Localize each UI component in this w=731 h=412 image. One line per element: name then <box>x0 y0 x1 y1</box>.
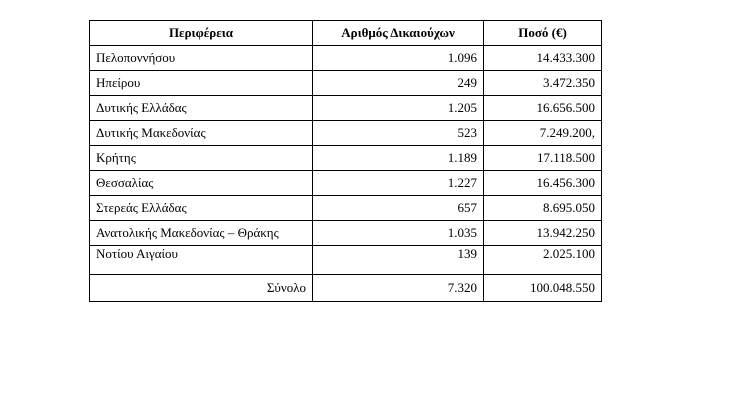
cell-beneficiaries: 1.227 <box>313 171 484 196</box>
table-row <box>90 96 602 121</box>
table-row <box>90 71 602 96</box>
cell-amount: 17.118.500 <box>484 146 602 171</box>
table-row <box>90 196 602 221</box>
total-row <box>90 275 602 302</box>
table-row <box>90 46 602 71</box>
header-beneficiaries: Αριθμός Δικαιούχων <box>313 21 484 46</box>
cell-beneficiaries: 1.035 <box>313 221 484 246</box>
cell-amount: 16.656.500 <box>484 96 602 121</box>
cell-amount: 2.025.100 <box>484 246 602 275</box>
table-row <box>90 171 602 196</box>
cell-region: Κρήτης <box>90 146 313 171</box>
cell-amount: 14.433.300 <box>484 46 602 71</box>
header-amount: Ποσό (€) <box>484 21 602 46</box>
cell-region: Θεσσαλίας <box>90 171 313 196</box>
cell-beneficiaries: 523 <box>313 121 484 146</box>
total-amount: 100.048.550 <box>484 275 602 302</box>
cell-amount: 7.249.200, <box>484 121 602 146</box>
cell-region: Δυτικής Μακεδονίας <box>90 121 313 146</box>
table-header-row <box>90 21 602 46</box>
cell-region: Πελοποννήσου <box>90 46 313 71</box>
total-label: Σύνολο <box>90 275 313 302</box>
cell-region: Στερεάς Ελλάδας <box>90 196 313 221</box>
cell-amount: 3.472.350 <box>484 71 602 96</box>
header-region: Περιφέρεια <box>90 21 313 46</box>
cell-region: Ανατολικής Μακεδονίας – Θράκης <box>90 221 313 246</box>
cell-beneficiaries: 657 <box>313 196 484 221</box>
cell-beneficiaries: 1.205 <box>313 96 484 121</box>
table-row <box>90 146 602 171</box>
beneficiaries-table <box>89 20 602 302</box>
cell-amount: 8.695.050 <box>484 196 602 221</box>
table-row <box>90 246 602 275</box>
cell-region: Ηπείρου <box>90 71 313 96</box>
cell-beneficiaries: 139 <box>313 246 484 275</box>
table-row <box>90 121 602 146</box>
cell-beneficiaries: 249 <box>313 71 484 96</box>
cell-beneficiaries: 1.189 <box>313 146 484 171</box>
cell-region: Δυτικής Ελλάδας <box>90 96 313 121</box>
table-row <box>90 221 602 246</box>
total-beneficiaries: 7.320 <box>313 275 484 302</box>
cell-amount: 16.456.300 <box>484 171 602 196</box>
cell-amount: 13.942.250 <box>484 221 602 246</box>
cell-beneficiaries: 1.096 <box>313 46 484 71</box>
cell-region: Νοτίου Αιγαίου <box>90 246 313 275</box>
